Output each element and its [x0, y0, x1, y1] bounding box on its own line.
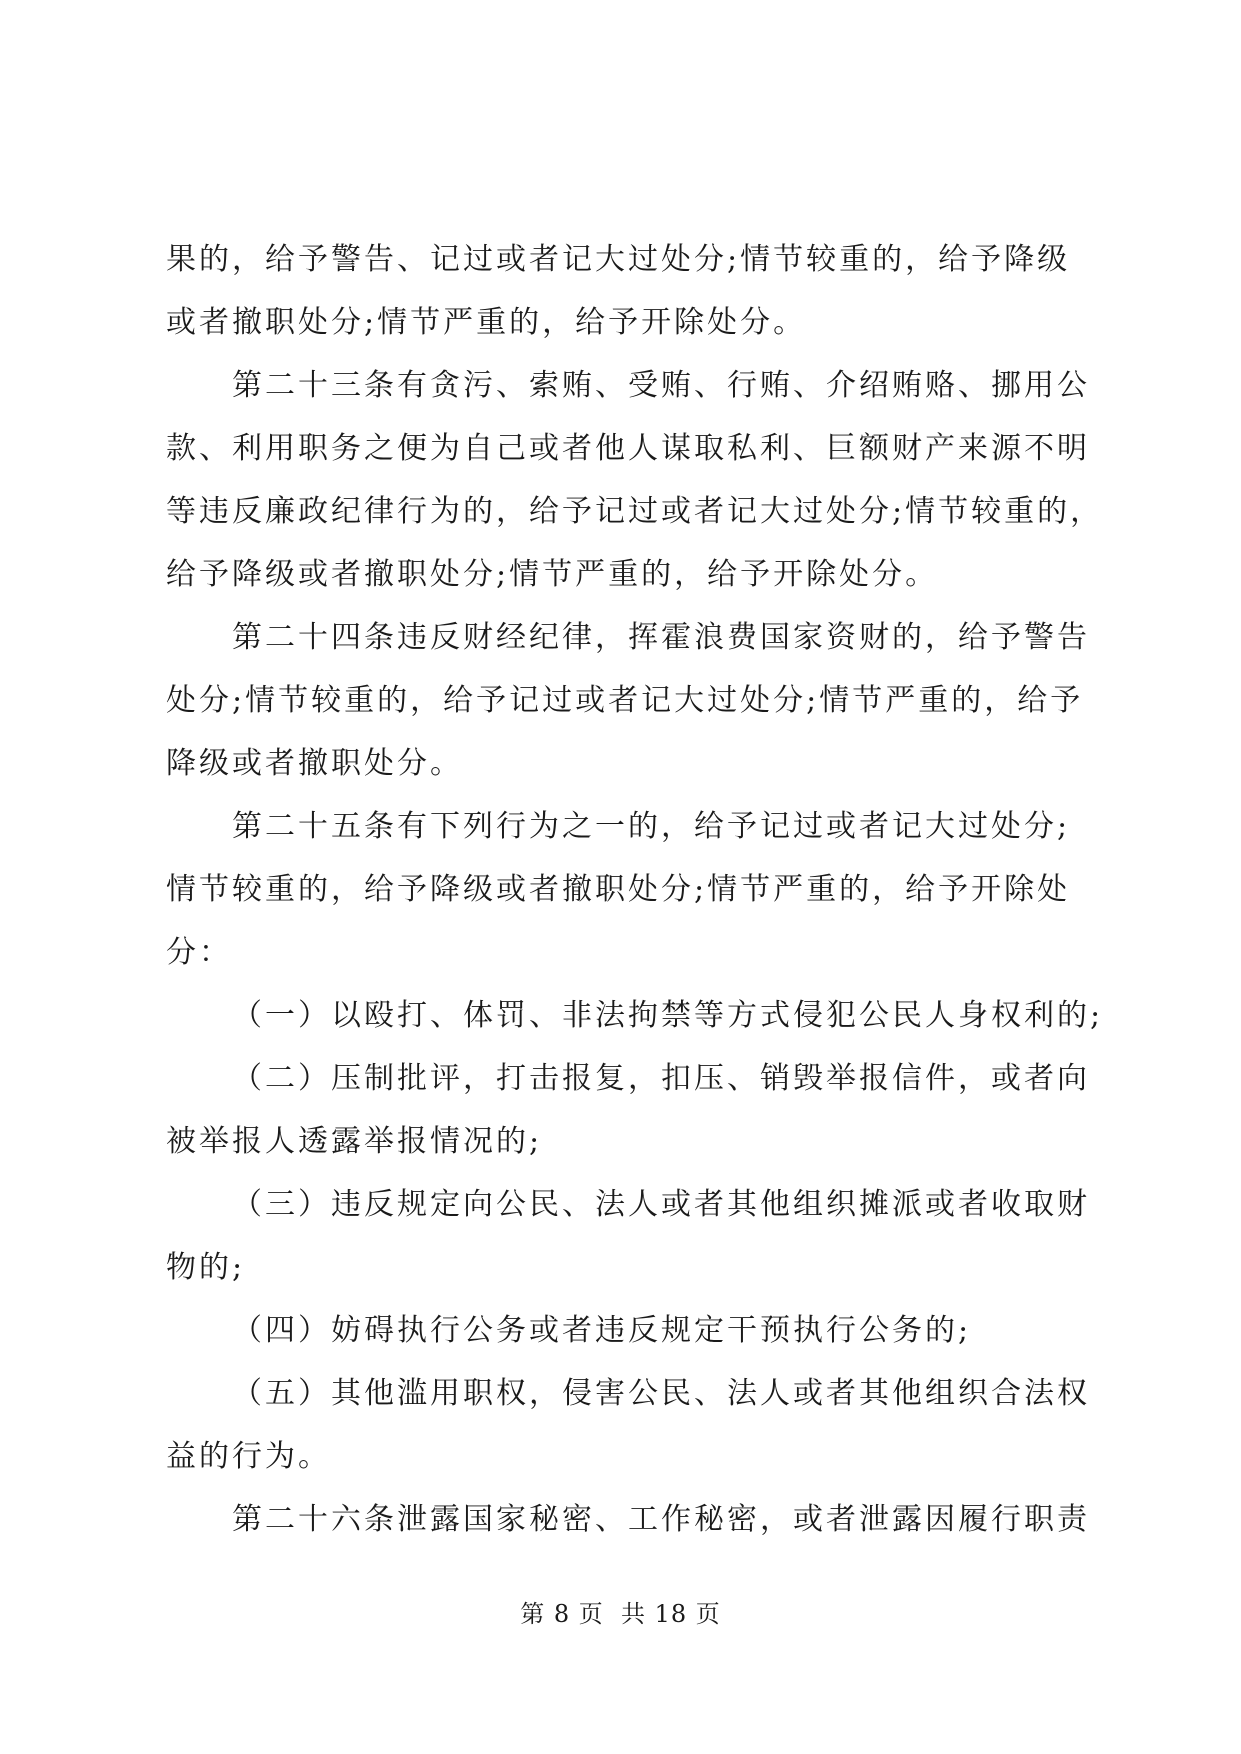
text-line: （三）违反规定向公民、法人或者其他组织摊派或者收取财	[232, 1187, 1090, 1222]
text-line: 物的;	[166, 1250, 246, 1285]
text-line: 第二十四条违反财经纪律，挥霍浪费国家资财的，给予警告	[232, 620, 1090, 655]
text-line: 第二十三条有贪污、索贿、受贿、行贿、介绍贿赂、挪用公	[232, 368, 1090, 403]
text-line: 处分;情节较重的，给予记过或者记大过处分;情节严重的，给予	[166, 683, 1084, 718]
text-line: （一）以殴打、体罚、非法拘禁等方式侵犯公民人身权利的;	[232, 998, 1104, 1033]
page-number: 第 8 页 共 18 页	[520, 1600, 721, 1628]
text-line: （五）其他滥用职权，侵害公民、法人或者其他组织合法权	[232, 1376, 1090, 1411]
body-text	[166, 228, 1104, 1551]
text-line: 等违反廉政纪律行为的，给予记过或者记大过处分;情节较重的，	[166, 494, 1104, 529]
text-line: 给予降级或者撤职处分;情节严重的，给予开除处分。	[166, 557, 939, 592]
text-line: （四）妨碍执行公务或者违反规定干预执行公务的;	[232, 1313, 972, 1348]
text-line: 或者撤职处分;情节严重的，给予开除处分。	[166, 305, 807, 340]
text-line: 降级或者撤职处分。	[166, 746, 463, 781]
text-line: 被举报人透露举报情况的;	[166, 1124, 543, 1159]
text-line: 益的行为。	[166, 1439, 331, 1474]
text-line: 款、利用职务之便为自己或者他人谋取私利、巨额财产来源不明	[166, 431, 1090, 466]
page-footer	[0, 1598, 1241, 1630]
text-line: 情节较重的，给予降级或者撤职处分;情节严重的，给予开除处	[166, 872, 1071, 907]
text-line: 第二十六条泄露国家秘密、工作秘密，或者泄露因履行职责	[232, 1502, 1090, 1537]
text-line: 第二十五条有下列行为之一的，给予记过或者记大过处分;	[232, 809, 1071, 844]
text-line: 果的，给予警告、记过或者记大过处分;情节较重的，给予降级	[166, 242, 1071, 277]
text-line: 分：	[166, 935, 232, 970]
text-line: （二）压制批评，打击报复，扣压、销毁举报信件，或者向	[232, 1061, 1090, 1096]
